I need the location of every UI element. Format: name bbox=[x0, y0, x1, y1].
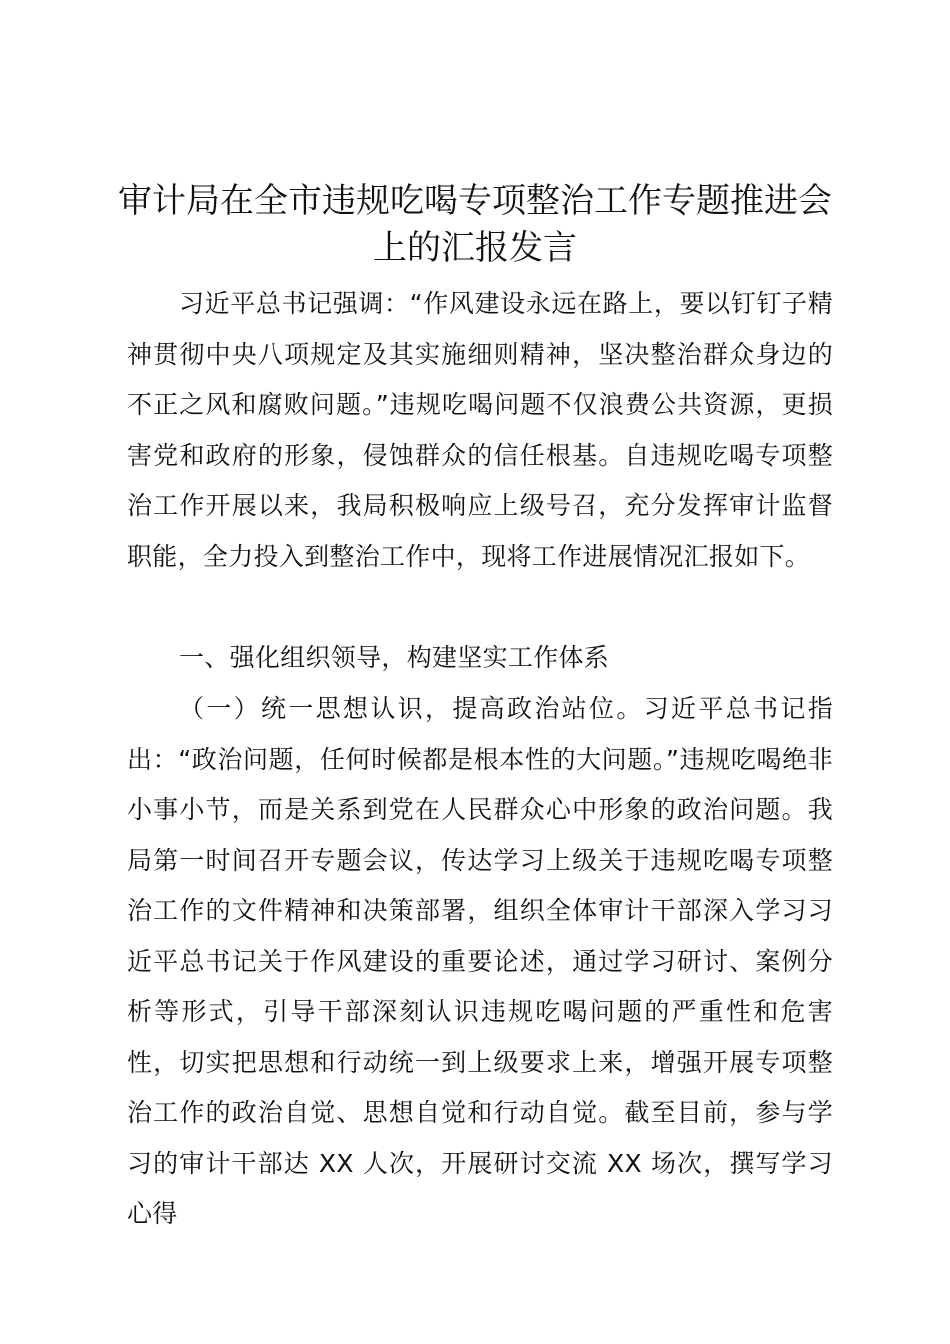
section-heading: 一、强化组织领导，构建坚实工作体系 bbox=[179, 643, 610, 672]
subsection-paragraph: （一）统一思想认识，提高政治站位。习近平总书记指出：“政治问题，任何时候都是根本性的大问题。”违规吃喝绝非小事小节，而是关系到党在人民群众心中形象的政治问题。我局第一时间召开专题会议，传达学习上级关于违规吃喝专项整治工作的文件精神和决策部署，组织全体审计干部深入学习习近平总书记关于作风建设的重要论述，通过学习研讨、案例分析等形式，引导干部深刻认识违规吃喝问题的严重性和危害性，切实把思想和行动统一到上级要求上来，增强开展专项整治工作的政治自觉、思想自觉和行动自觉。截至目前，参与学习的审计干部达 XX 人次，开展研讨交流 XX 场次，撰写学习心得 bbox=[127, 694, 833, 1228]
intro-paragraph: 习近平总书记强调：“作风建设永远在路上，要以钉钉子精神贯彻中央八项规定及其实施细则精神，坚决整治群众身边的不正之风和腐败问题。”违规吃喝问题不仅浪费公共资源，更损害党和政府的形象，侵蚀群众的信任根基。自违规吃喝专项整治工作开展以来，我局积极响应上级号召，充分发挥审计监督职能，全力投入到整治工作中，现将工作进展情况汇报如下。 bbox=[127, 289, 833, 571]
document-title: 审计局在全市违规吃喝专项整治工作专题推进会上的汇报发言 bbox=[118, 181, 832, 268]
